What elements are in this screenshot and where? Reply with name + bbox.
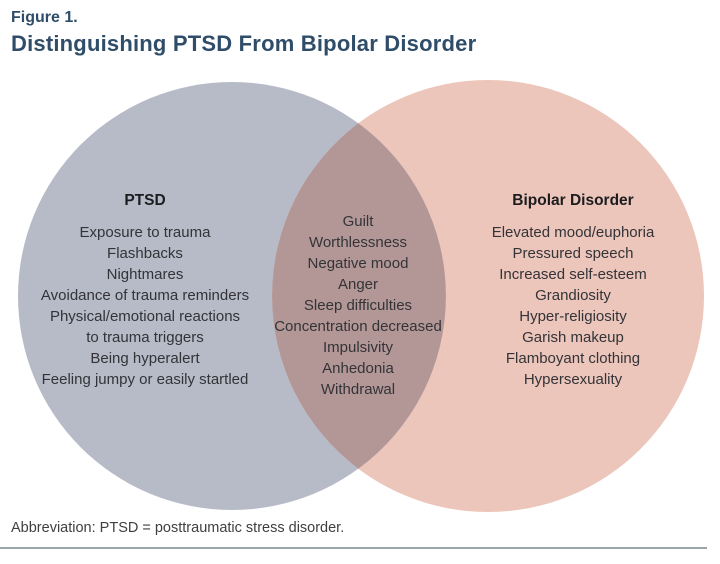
venn-item: Elevated mood/euphoria [491, 224, 655, 241]
figure-title: Distinguishing PTSD From Bipolar Disorder [11, 31, 477, 56]
venn-item: Exposure to trauma [79, 224, 211, 241]
venn-item: Sleep difficulties [303, 297, 413, 314]
venn-item: Withdrawal [320, 381, 396, 398]
venn-item: Avoidance of trauma reminders [40, 287, 250, 304]
venn-item: to trauma triggers [86, 329, 204, 346]
venn-item: Concentration decreased [274, 318, 442, 335]
venn-item: Worthlessness [308, 234, 408, 251]
venn-item: Flamboyant clothing [505, 350, 641, 367]
abbreviation-note: Abbreviation: PTSD = posttraumatic stress disorder. [11, 520, 345, 536]
venn-item: Increased self-esteem [499, 266, 647, 283]
bipolar-region [443, 190, 703, 390]
bottom-rule [0, 547, 707, 549]
ptsd-item-list [41, 222, 249, 390]
venn-item: Flashbacks [107, 245, 183, 262]
venn-item: Pressured speech [512, 245, 634, 262]
ptsd-region-title: PTSD [124, 192, 166, 209]
venn-item: Anhedonia [322, 360, 394, 377]
ptsd-region [15, 190, 275, 390]
venn-item: Grandiosity [535, 287, 611, 304]
venn-item: Feeling jumpy or easily startled [41, 371, 249, 388]
figure-label: Figure 1. [11, 9, 78, 26]
venn-item: Physical/emotional reactions [49, 308, 241, 325]
venn-item: Hyper-religiosity [519, 308, 627, 325]
bipolar-item-list [492, 222, 655, 390]
venn-item: Negative mood [307, 255, 409, 272]
venn-item: Impulsivity [322, 339, 393, 356]
venn-item: Anger [337, 276, 378, 293]
venn-item: Nightmares [106, 266, 184, 283]
overlap-region [258, 211, 458, 400]
overlap-item-list [274, 211, 442, 400]
venn-item: Guilt [342, 213, 374, 230]
venn-item: Being hyperalert [90, 350, 200, 367]
venn-item: Garish makeup [522, 329, 624, 346]
venn-item: Hypersexuality [523, 371, 623, 388]
bipolar-region-title: Bipolar Disorder [512, 192, 634, 209]
